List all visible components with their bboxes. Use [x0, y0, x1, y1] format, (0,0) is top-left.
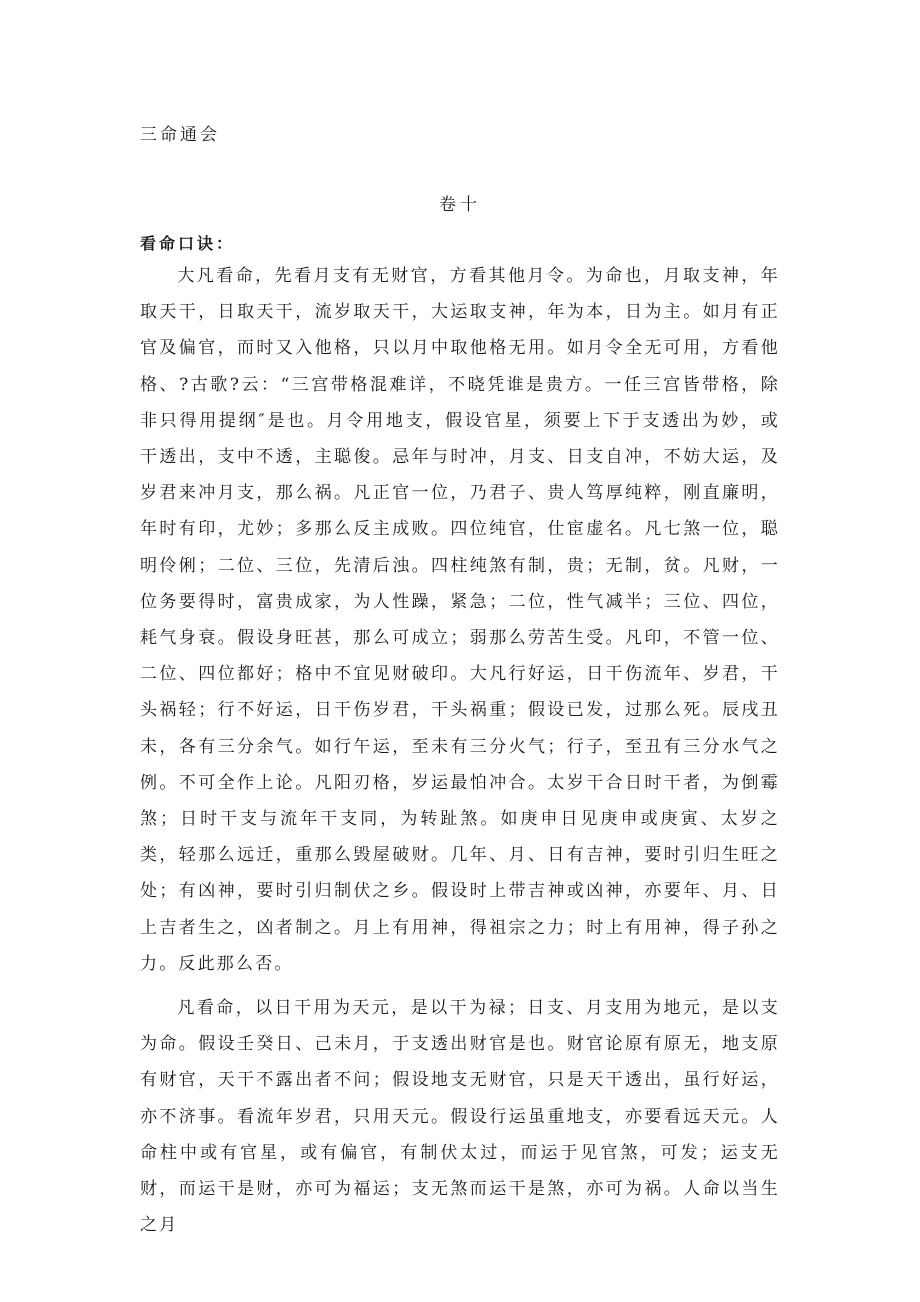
paragraph-2: 凡看命，以日干用为天元，是以干为禄；日支、月支用为地元，是以支为命。假设壬癸日、己未月，于支透出财官是也。财官论原有原无，地支原有财官，天干不露出者不问；假设地支无财官，只是天干透出，虽行好运，亦不济事。看流年岁君，只用天元。假设行运虽重地支，亦要看远天元。人命柱中或有官星，或有偏官，有制伏太过，而运于见官煞，可发；运支无财，而运干是财，亦可为福运；支无煞而运干是煞，亦可为祸。人命以当生之月: [140, 998, 780, 1236]
document-title: 三命通会: [140, 125, 220, 145]
chapter-title: 卷十: [439, 195, 481, 215]
paragraph-1: 大凡看命，先看月支有无财官，方看其他月令。为命也，月取支神，年取天干，日取天干，流岁取天干，大运取支神，年为本，日为主。如月有正官及偏官，而时又入他格，只以月中取他格无用。如月令全无可用，方看他格、?古歌?云：“三宫带格混难详，不晓凭谁是贵方。一任三宫皆带格，除非只得用提纲″是也。月令用地支，假设官星，须要上下于支透出为妙，或干透出，支中不透，主聪俊。忌年与时冲，月支、日支自冲，不妨大运，及岁君来冲月支，那么祸。凡正官一位，乃君子、贵人笃厚纯粹，刚直廉明，年时有印，尤妙；多那么反主成败。四位纯官，仕宦虚名。凡七煞一位，聪明伶俐；二位、三位，先清后浊。四柱纯煞有制，贵；无制，贫。凡财，一位务要得时，富贵成家，为人性躁，紧急；二位，性气减半；三位、四位，耗气身衰。假设身旺甚，那么可成立；弱那么劳苦生受。凡印，不管一位、二位、四位都好；格中不宜见财破印。大凡行好运，日干伤流年、岁君，干头祸轻；行不好运，日干伤岁君，干头祸重；假设已发，过那么死。辰戌丑未，各有三分余气。如行午运，至未有三分火气；行子，至丑有三分水气之例。不可全作上论。凡阳刃格，岁运最怕冲合。太岁干合日时干者，为倒霉煞；日时干支与流年干支同，为转趾煞。如庚申日见庚申或庚寅、太岁之类，轻那么远迁，重那么毁屋破财。几年、月、日有吉神，要时引归生旺之处；有凶神，要时引归制伏之乡。假设时上带吉神或凶神，亦要年、月、日上吉者生之，凶者制之。月上有用神，得祖宗之力；时上有用神，得子孙之力。反此那么否。: [140, 266, 780, 974]
document-body: [140, 258, 780, 1243]
section-heading: 看命口诀：: [140, 234, 236, 253]
